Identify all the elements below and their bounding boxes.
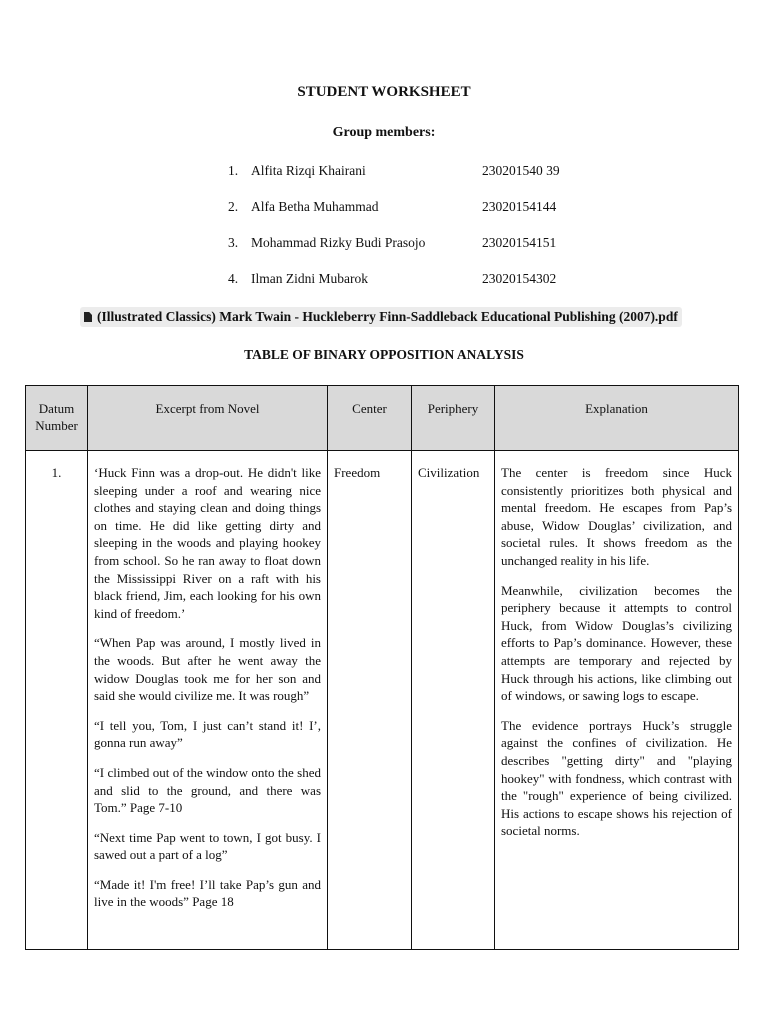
center-cell: Freedom xyxy=(328,451,412,950)
explanation-cell xyxy=(495,451,739,950)
member-number: 3. xyxy=(228,235,239,250)
excerpt-paragraph: “Next time Pap went to town, I got busy. I sawed out a part of a log” xyxy=(94,829,321,863)
member-row xyxy=(0,163,768,183)
member-id: 230201540 39 xyxy=(482,163,560,178)
excerpt-paragraph: “Made it! I'm free! I’ll take Pap’s gun and live in the woods” Page 18 xyxy=(94,876,321,910)
excerpt-cell xyxy=(88,451,328,950)
binary-opposition-table xyxy=(25,385,739,950)
header-datum-number: Datum Number xyxy=(26,386,88,451)
member-number: 4. xyxy=(228,271,239,286)
member-number: 2. xyxy=(228,199,239,214)
member-row xyxy=(0,271,768,291)
excerpt-paragraph: ‘Huck Finn was a drop-out. He didn't like sleeping under a roof and wearing nice clothes and staying clean and doing things on time. He did like getting dirty and sleeping in the woods and playing hookey from school. So he ran away to float down the Mississippi River on a raft with his black friend, Jim, each looking for his own kind of freedom.’ xyxy=(94,465,321,621)
header-explanation: Explanation xyxy=(495,386,739,451)
header-center: Center xyxy=(328,386,412,451)
table-row xyxy=(26,451,739,950)
worksheet-title: STUDENT WORKSHEET xyxy=(297,84,471,100)
header-periphery: Periphery xyxy=(412,386,495,451)
file-name: (Illustrated Classics) Mark Twain - Huckleberry Finn-Saddleback Educational Publishing (2007).pdf xyxy=(97,309,678,324)
member-id: 23020154302 xyxy=(482,271,557,286)
periphery-cell: Civilization xyxy=(412,451,495,950)
member-row xyxy=(0,235,768,255)
document-icon xyxy=(84,312,92,322)
file-link[interactable] xyxy=(80,307,682,327)
explanation-paragraph: Meanwhile, civilization becomes the periphery because it attempts to control Huck, from Widow Douglas’s civilizing efforts to Pap’s dominance. However, these attempts are temporary and rejected by Huck through his actions, like climbing out of windows, or sawing logs to escape. xyxy=(501,582,732,704)
datum-number-cell: 1. xyxy=(26,451,88,950)
table-header-row xyxy=(26,386,739,451)
member-row xyxy=(0,199,768,219)
member-name: Alfita Rizqi Khairani xyxy=(251,163,366,178)
excerpt-paragraph: “I tell you, Tom, I just can’t stand it! I’, gonna run away” xyxy=(94,717,321,751)
excerpt-paragraph: “I climbed out of the window onto the shed and slid to the ground, and there was Tom.” Page 7-10 xyxy=(94,764,321,816)
member-id: 23020154151 xyxy=(482,235,557,250)
member-name: Alfa Betha Muhammad xyxy=(251,199,379,214)
explanation-paragraph: The evidence portrays Huck’s struggle against the confines of civilization. He describes "getting dirty" and "playing hookey" with fondness, which contrast with the "rough" experience of being civilized. His actions to escape shows his rejection of societal norms. xyxy=(501,717,732,839)
explanation-paragraph: The center is freedom since Huck consistently prioritizes both physical and mental freedom. He escapes from Pap’s abuse, Widow Douglas’ civilization, and societal rules. It shows freedom as the unchanged reality in his life. xyxy=(501,465,732,568)
header-excerpt: Excerpt from Novel xyxy=(88,386,328,451)
group-members-label: Group members: xyxy=(332,125,436,140)
member-id: 23020154144 xyxy=(482,199,557,214)
member-name: Mohammad Rizky Budi Prasojo xyxy=(251,235,426,250)
member-name: Ilman Zidni Mubarok xyxy=(251,271,368,286)
table-title: TABLE OF BINARY OPPOSITION ANALYSIS xyxy=(244,347,524,362)
excerpt-paragraph: “When Pap was around, I mostly lived in the woods. But after he went away the widow Douglas took me for her son and said she would civilize me. It was rough” xyxy=(94,635,321,704)
member-number: 1. xyxy=(228,163,239,178)
